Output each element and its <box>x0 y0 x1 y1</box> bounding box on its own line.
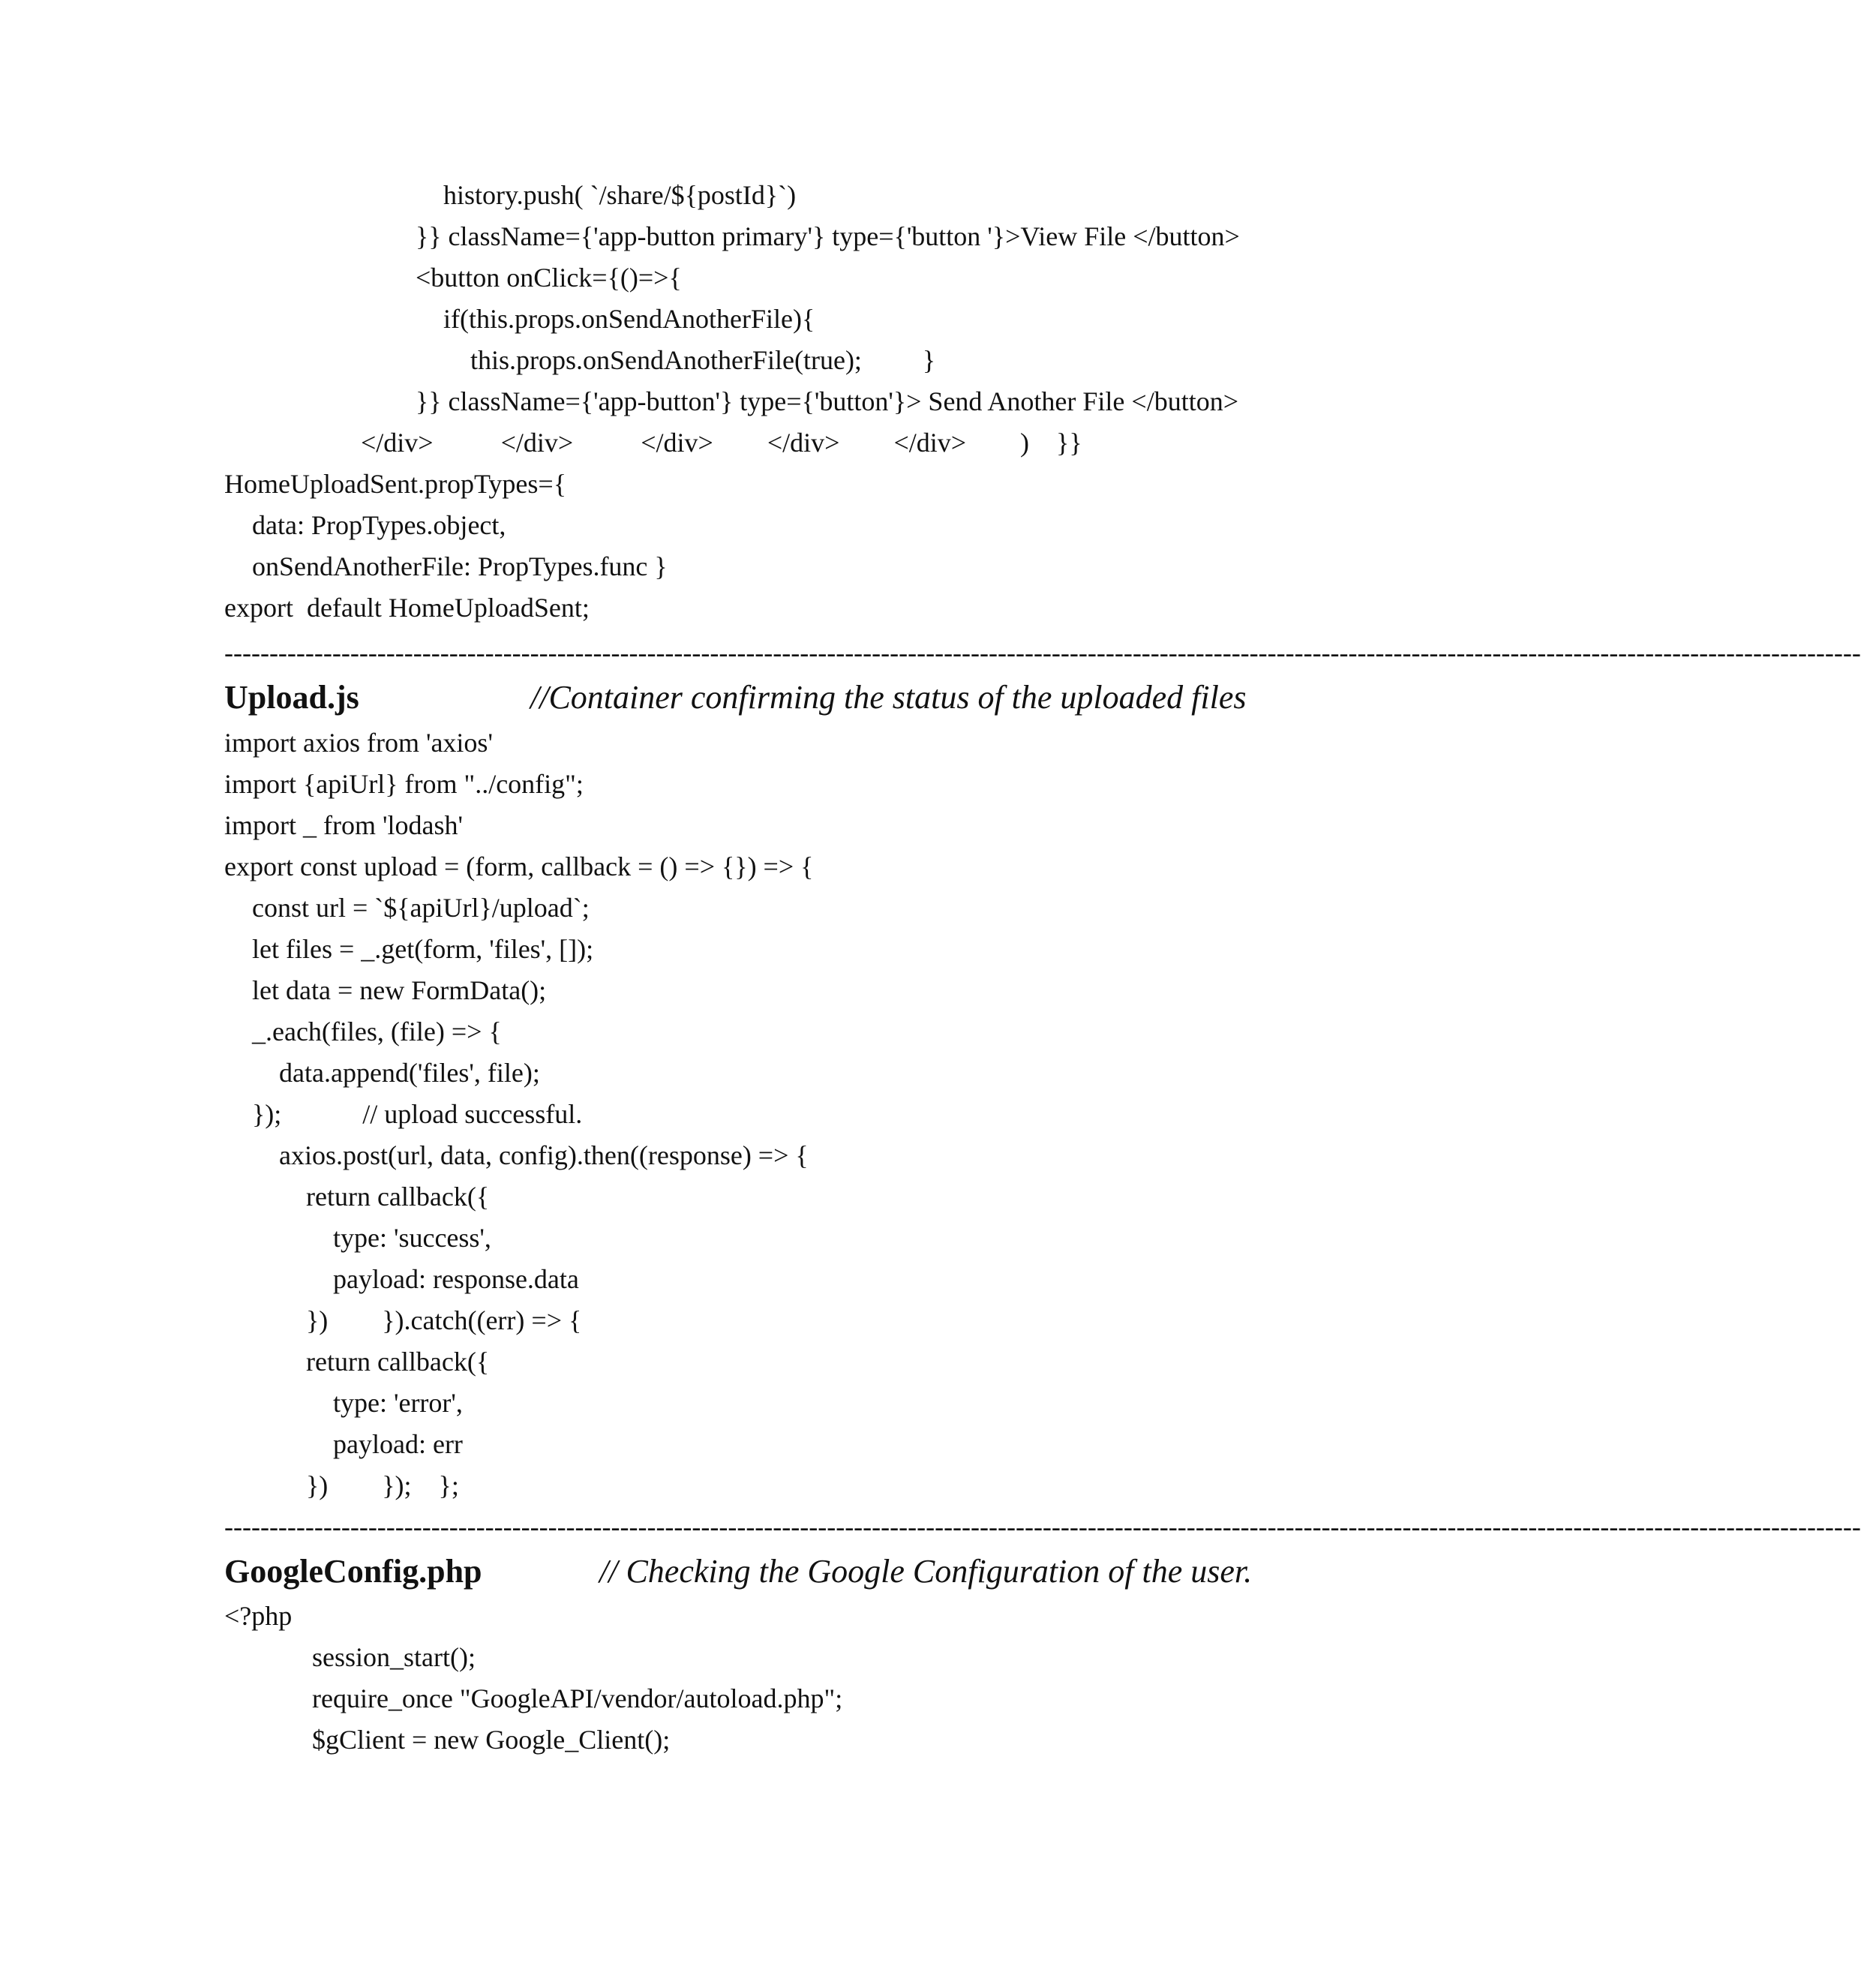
code-line: this.props.onSendAnotherFile(true); } <box>470 345 936 375</box>
code-line: }) }).catch((err) => { <box>306 1305 582 1335</box>
code-line: onSendAnotherFile: PropTypes.func } <box>252 551 668 581</box>
code-line: }} className={'app-button'} type={'button'}> Send Another File </button> <box>416 386 1239 416</box>
code-line: </div> </div> </div> </div> </div> ) }} <box>361 428 1082 458</box>
code-line: payload: err <box>333 1429 463 1459</box>
code-line: require_once "GoogleAPI/vendor/autoload.php"; <box>312 1683 843 1713</box>
code-line: <?php <box>224 1601 293 1631</box>
code-line: <button onClick={()=>{ <box>416 263 682 293</box>
code-line: if(this.props.onSendAnotherFile){ <box>443 304 815 334</box>
code-line: }} className={'app-button primary'} type={'button '}>View File </button> <box>416 221 1240 251</box>
code-line: export default HomeUploadSent; <box>224 593 590 623</box>
code-line: export const upload = (form, callback = () => {}) => { <box>224 851 814 881</box>
code-line: type: 'success', <box>333 1223 491 1253</box>
code-line: session_start(); <box>312 1642 476 1672</box>
separator-line: -------------------------------------------------------------------------------------------------------------------------------------------------------------------------------------- <box>224 638 1861 668</box>
code-line: let files = _.get(form, 'files', []); <box>252 934 594 964</box>
section-filename: Upload.js <box>224 679 359 716</box>
section-comment: //Container confirming the status of the uploaded files <box>530 679 1247 716</box>
code-line: _.each(files, (file) => { <box>252 1017 502 1047</box>
code-line: import _ from 'lodash' <box>224 810 463 840</box>
code-line: type: 'error', <box>333 1388 463 1418</box>
code-line: import axios from 'axios' <box>224 728 493 758</box>
code-line: return callback({ <box>306 1182 490 1212</box>
section-comment: // Checking the Google Configuration of the user. <box>599 1553 1253 1590</box>
code-line: import {apiUrl} from "../config"; <box>224 769 584 799</box>
separator-line: -------------------------------------------------------------------------------------------------------------------------------------------------------------------------------------- <box>224 1512 1861 1542</box>
code-line: const url = `${apiUrl}/upload`; <box>252 893 590 923</box>
code-line: let data = new FormData(); <box>252 975 547 1005</box>
code-line: return callback({ <box>306 1347 490 1377</box>
code-line: $gClient = new Google_Client(); <box>312 1725 671 1755</box>
code-line: HomeUploadSent.propTypes={ <box>224 469 566 499</box>
code-line: }); // upload successful. <box>252 1099 583 1129</box>
code-line: }) }); }; <box>306 1470 459 1500</box>
code-line: payload: response.data <box>333 1264 579 1294</box>
section-filename: GoogleConfig.php <box>224 1553 482 1590</box>
code-line: data: PropTypes.object, <box>252 510 506 540</box>
code-line: history.push( `/share/${postId}`) <box>443 180 797 210</box>
code-line: data.append('files', file); <box>279 1058 540 1088</box>
code-line: axios.post(url, data, config).then((response) => { <box>279 1140 809 1170</box>
